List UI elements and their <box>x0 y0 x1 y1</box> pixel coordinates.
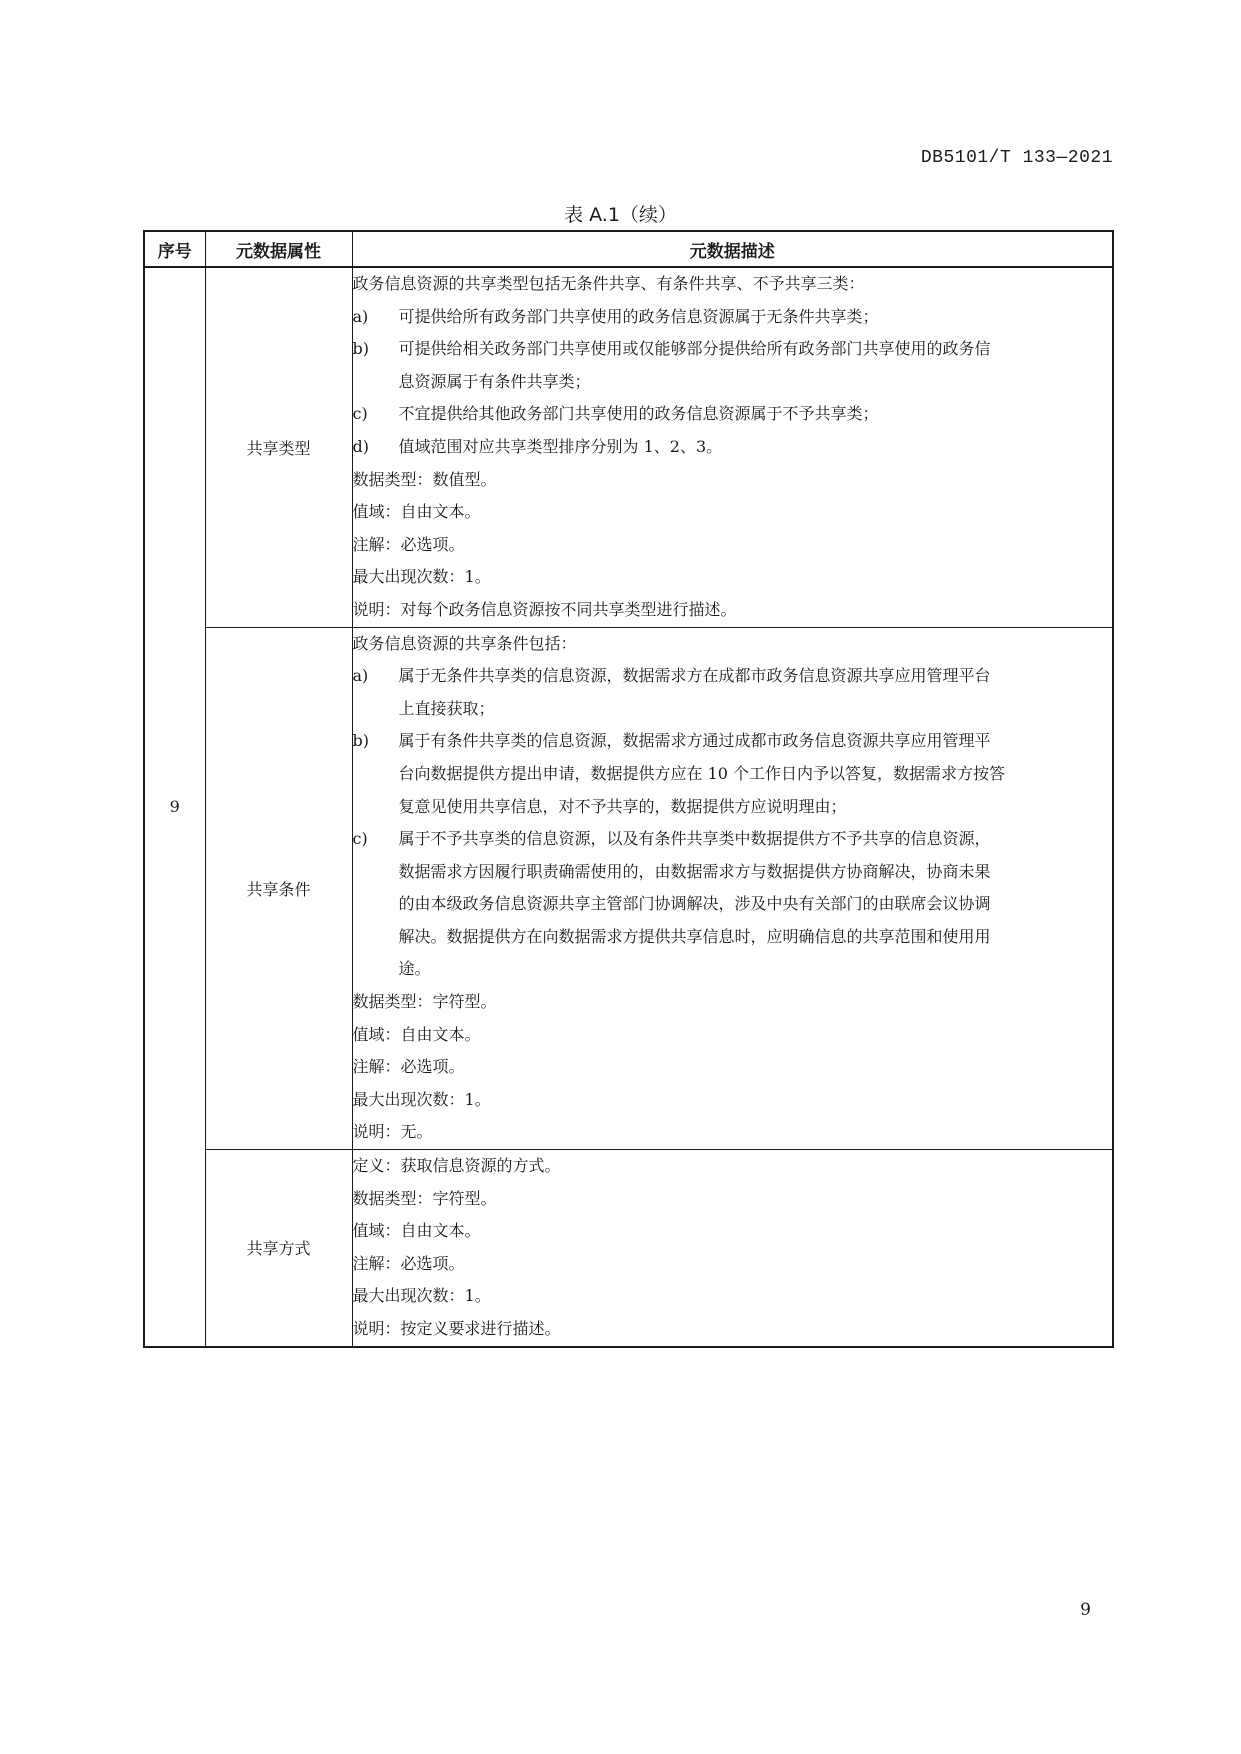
list-item-text: 可提供给相关政务部门共享使用或仅能够部分提供给所有政务部门共享使用的政务信 <box>398 339 991 359</box>
desc-field: 值域：自由文本。 <box>352 1221 481 1241</box>
desc-field: 最大出现次数：1。 <box>352 1089 491 1109</box>
list-item-text: 数据需求方因履行职责确需使用的，由数据需求方与数据提供方协商解决，协商未果 <box>398 861 991 881</box>
table-header-row <box>144 231 1113 267</box>
list-item-label: a) <box>352 666 369 686</box>
list-item-text: 途。 <box>398 959 431 979</box>
list-item-text: 不宜提供给其他政务部门共享使用的政务信息资源属于不予共享类； <box>398 404 879 424</box>
table-row <box>144 1150 1113 1347</box>
seq-cell: 9 <box>144 267 205 1347</box>
list-item <box>353 301 1113 334</box>
header-seq: 序号 <box>144 231 205 267</box>
list-item-text: 值域范围对应共享类型排序分别为 1、2、3。 <box>398 436 723 456</box>
list-item-text: 的由本级政务信息资源共享主管部门协调解决，涉及中央有关部门的由联席会议协调 <box>398 894 991 914</box>
desc-intro: 政务信息资源的共享类型包括无条件共享、有条件共享、不予共享三类： <box>352 274 865 293</box>
list-item-text: 可提供给所有政务部门共享使用的政务信息资源属于无条件共享类； <box>398 306 879 326</box>
desc-cell <box>352 627 1113 1150</box>
list-item <box>353 725 1113 823</box>
list-item <box>353 660 1113 725</box>
desc-intro: 政务信息资源的共享条件包括： <box>352 633 577 653</box>
desc-cell <box>352 1150 1113 1347</box>
list-item <box>353 431 1113 464</box>
desc-cell <box>352 267 1113 627</box>
list-item-text: 息资源属于有条件共享类； <box>398 371 591 391</box>
list-item-label: a) <box>352 306 369 326</box>
metadata-table <box>143 230 1114 1348</box>
list-item-label: c) <box>352 829 368 849</box>
table-row <box>144 627 1113 1150</box>
desc-field: 最大出现次数：1。 <box>352 567 491 587</box>
list-item-label: b) <box>352 339 369 359</box>
page-number: 9 <box>1080 1600 1091 1620</box>
desc-field: 值域：自由文本。 <box>352 502 481 522</box>
desc-field: 数据类型：字符型。 <box>352 1188 497 1208</box>
header-desc: 元数据描述 <box>352 231 1113 267</box>
desc-field: 注解：必选项。 <box>352 1057 465 1077</box>
desc-field: 注解：必选项。 <box>352 534 465 554</box>
desc-field: 数据类型：数值型。 <box>352 469 497 489</box>
list-item <box>353 333 1113 398</box>
list-item-text: 属于不予共享类的信息资源，以及有条件共享类中数据提供方不予共享的信息资源， <box>398 829 991 849</box>
list-item-label: c) <box>352 404 368 424</box>
list-item-text: 复意见使用共享信息，对不予共享的，数据提供方应说明理由； <box>398 796 847 816</box>
desc-field: 值域：自由文本。 <box>352 1024 481 1044</box>
table-body <box>144 267 1113 1347</box>
desc-field: 说明：按定义要求进行描述。 <box>352 1319 561 1338</box>
desc-field: 数据类型：字符型。 <box>352 992 497 1012</box>
list-item-text: 台向数据提供方提出申请，数据提供方应在 10 个工作日内予以答复，数据需求方按答 <box>398 763 1006 783</box>
list-item <box>353 823 1113 986</box>
table-caption: 表 A.1（续） <box>564 204 677 226</box>
desc-field: 说明：对每个政务信息资源按不同共享类型进行描述。 <box>352 599 737 619</box>
desc-field: 注解：必选项。 <box>352 1253 465 1273</box>
list-item-text: 属于有条件共享类的信息资源，数据需求方通过成都市政务信息资源共享应用管理平 <box>398 731 991 751</box>
list-item-text: 属于无条件共享类的信息资源，数据需求方在成都市政务信息资源共享应用管理平台 <box>398 666 991 686</box>
header-attr: 元数据属性 <box>205 231 352 267</box>
list-item-text: 解决。数据提供方在向数据需求方提供共享信息时，应明确信息的共享范围和使用用 <box>398 926 991 946</box>
attr-cell: 共享条件 <box>205 627 352 1150</box>
list-item <box>353 398 1113 431</box>
document-code: DB5101/T 133—2021 <box>920 148 1113 168</box>
desc-field: 定义：获取信息资源的方式。 <box>352 1156 561 1176</box>
list-item-text: 上直接获取； <box>398 698 495 718</box>
attr-cell: 共享方式 <box>205 1150 352 1347</box>
list-item-label: b) <box>352 731 369 751</box>
desc-field: 最大出现次数：1。 <box>352 1286 491 1306</box>
table-row <box>144 267 1113 627</box>
desc-field: 说明：无。 <box>352 1122 433 1142</box>
attr-cell: 共享类型 <box>205 267 352 627</box>
list-item-label: d) <box>352 436 369 456</box>
